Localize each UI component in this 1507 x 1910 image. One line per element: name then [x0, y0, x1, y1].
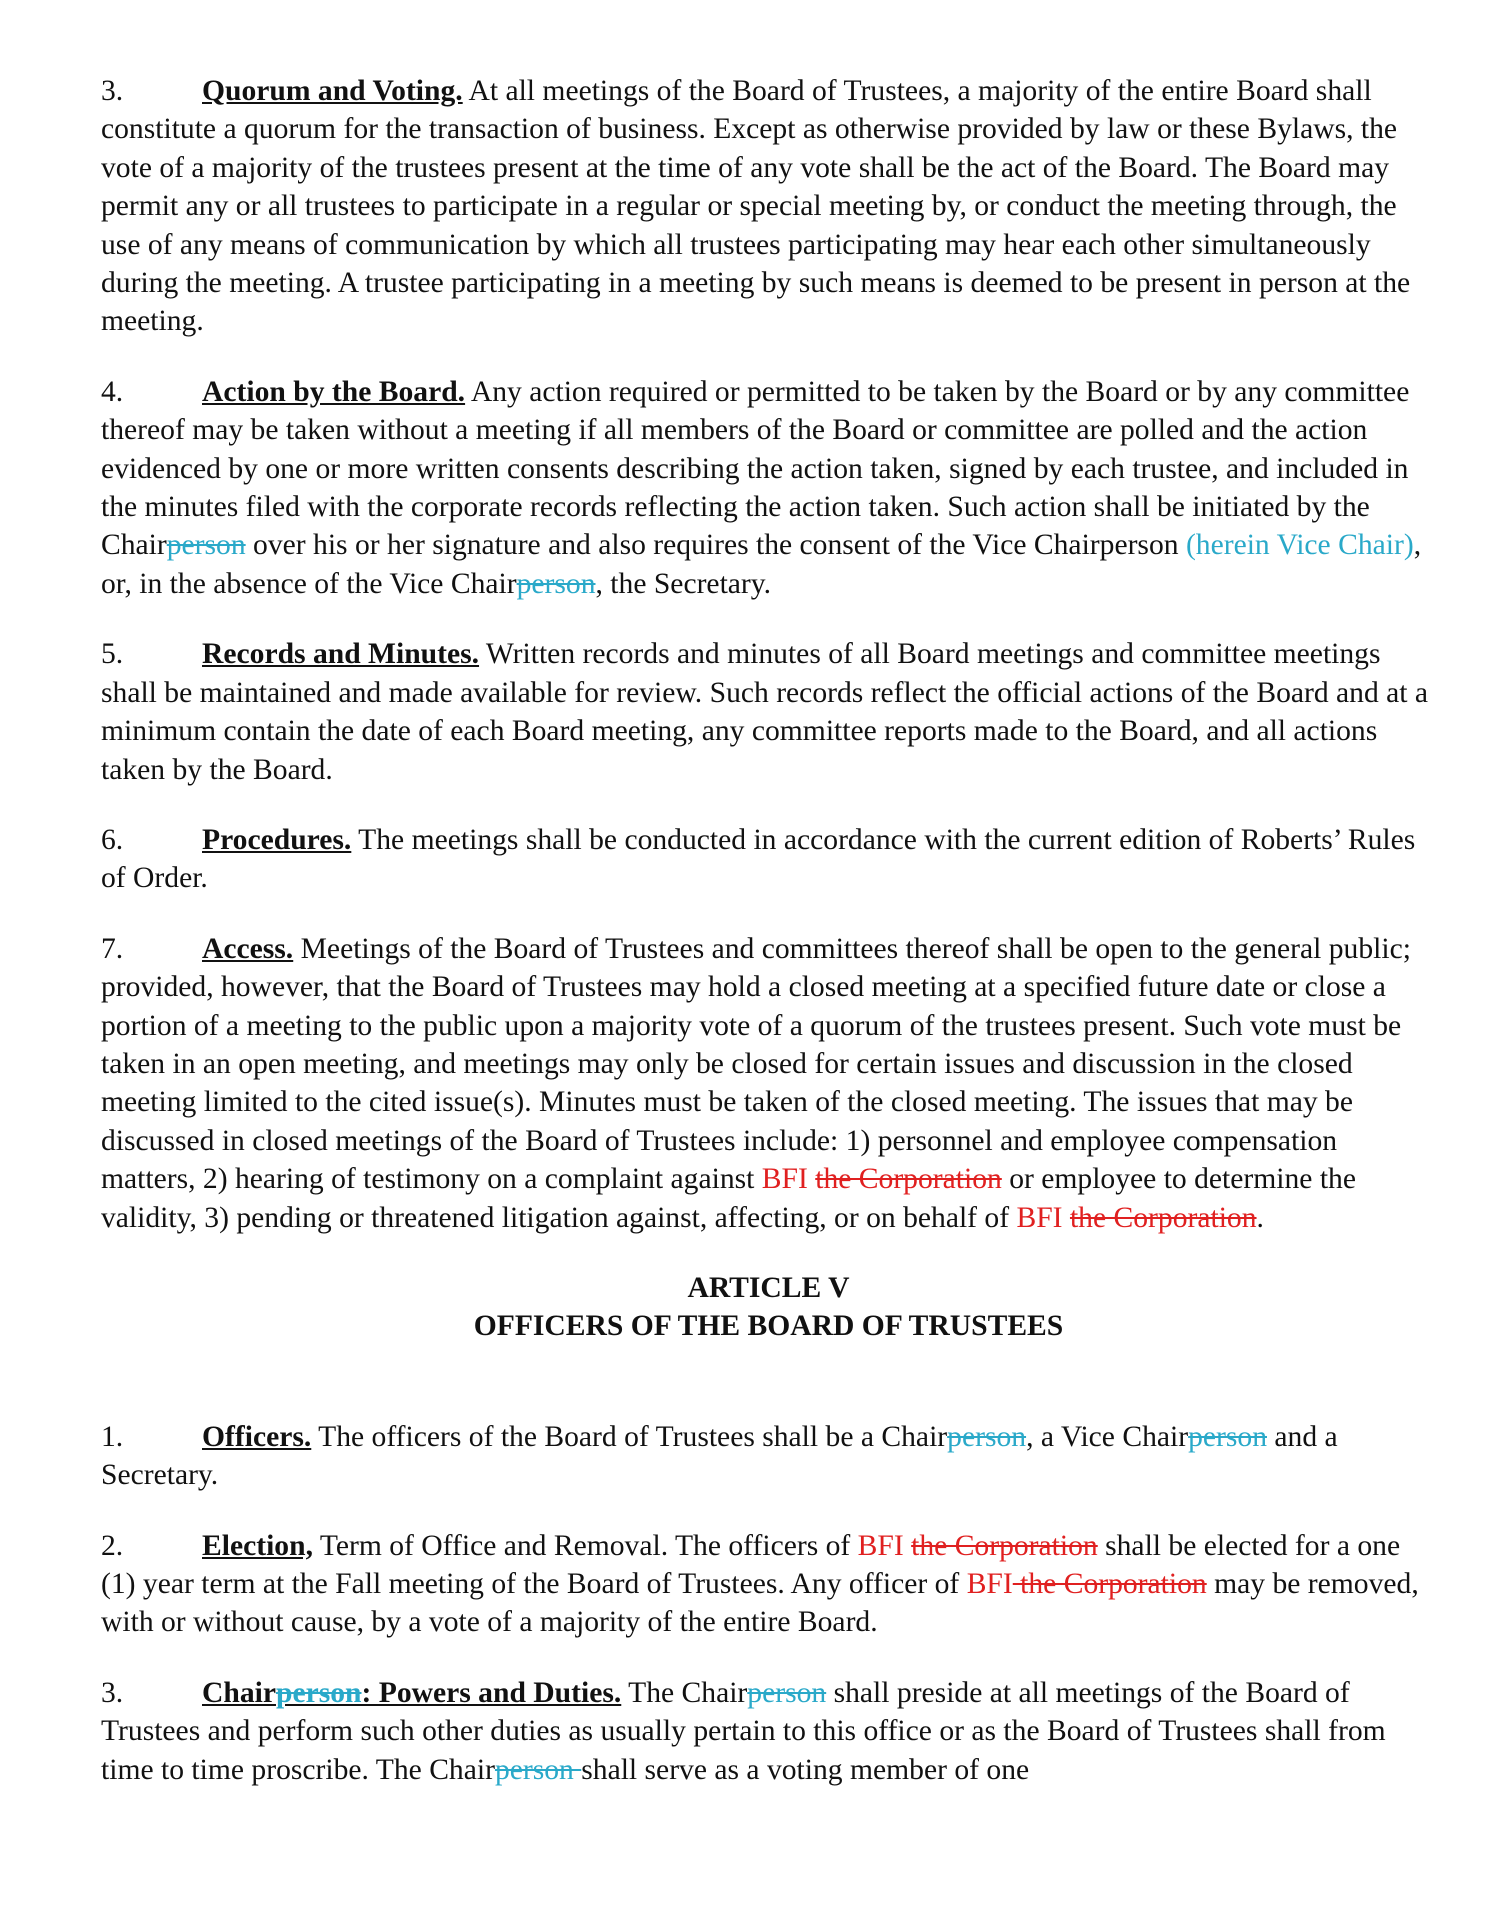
inserted-text: BFI	[857, 1529, 904, 1562]
section-chair-powers-and-duties	[101, 1674, 1436, 1789]
heading-part: : Powers and Duties.	[361, 1676, 622, 1709]
deleted-text: person	[516, 567, 596, 600]
section-number: 3.	[101, 75, 124, 107]
deleted-text: person	[947, 1420, 1027, 1453]
section-number: 2.	[101, 1529, 124, 1562]
deleted-text: person	[494, 1753, 582, 1786]
section-heading: Records and Minutes.	[202, 638, 480, 671]
section-text: , a Vice Chair	[1026, 1420, 1189, 1453]
section-access	[101, 930, 1436, 1237]
section-number: 4.	[101, 375, 124, 408]
inserted-text: (herein Vice Chair)	[1185, 529, 1414, 562]
section-text: The meetings shall be conducted in accordance with the current edition of Roberts’ Rules of Order.	[101, 823, 1416, 895]
section-number: 5.	[101, 638, 124, 671]
inserted-text: BFI	[966, 1568, 1013, 1600]
section-number: 7.	[101, 932, 124, 965]
heading-part: Chair	[202, 1676, 276, 1709]
section-text: Term of Office and Removal. The officers of	[312, 1529, 858, 1562]
deleted-text: the Corporation	[815, 1163, 1002, 1196]
article-number: ARTICLE V	[687, 1271, 850, 1304]
section-heading: Procedures.	[202, 823, 352, 856]
section-heading: Officers.	[202, 1420, 312, 1453]
section-number: 6.	[101, 823, 124, 856]
section-heading: Access.	[202, 932, 294, 965]
deleted-text: the Corporation	[1069, 1201, 1257, 1234]
section-records-and-minutes	[101, 635, 1436, 789]
section-text: may be removed, with or without cause, by a vote of a majority of the entire Board.	[101, 1568, 1419, 1639]
section-text: or employee to determine the validity, 3) pending or threatened litigation against, affecting, or on behalf of	[101, 1163, 1356, 1234]
deleted-text: person	[747, 1676, 827, 1709]
deleted-text: person	[275, 1676, 362, 1709]
section-text: At all meetings of the Board of Trustees, a majority of the entire Board shall constitute a quorum for the transaction of business. Except as otherwise provided by law or these Bylaws, the vote of a majority of the trustees present at the time of any vote shall be the act of the Board. The Board may permit any or all trustees to participate in a regular or special meeting by, or conduct the meeting through, the use of any means of communication by which all trustees participating may hear each other simultaneously during the meeting. A trustee participating in a meeting by such means is deemed to be present in person at the meeting.	[101, 75, 1411, 338]
section-text: .	[1256, 1201, 1264, 1234]
deleted-text: person	[1188, 1420, 1267, 1453]
section-heading: Quorum and Voting.	[202, 75, 463, 107]
inserted-text: BFI	[761, 1163, 808, 1196]
section-quorum-and-voting	[101, 72, 1436, 341]
space	[1063, 1202, 1070, 1234]
section-text: The Chair	[621, 1676, 748, 1709]
deleted-text: the Corporation	[911, 1529, 1098, 1562]
section-text: Written records and minutes of all Board meetings and committee meetings shall be maintained and made available for review. Such records reflect the official actions of the Board and at a minimum contain the date of each Board meeting, any committee reports made to the Board, and all actions taken by the Board.	[101, 638, 1429, 786]
section-heading	[202, 1677, 621, 1709]
section-action-by-the-board	[101, 373, 1436, 603]
section-text: and a Secretary.	[101, 1420, 1338, 1492]
section-text: shall preside at all meetings of the Board of Trustees and perform such other duties as usually pertain to this office or as the Board of Trustees shall from time to time proscribe. The Chair	[101, 1676, 1386, 1786]
section-text: , the Secretary.	[595, 567, 772, 600]
section-number: 3.	[101, 1676, 124, 1709]
article-heading	[101, 1269, 1436, 1346]
section-election	[101, 1527, 1436, 1642]
article-title: OFFICERS OF THE BOARD OF TRUSTEES	[473, 1310, 1064, 1343]
inserted-text: BFI	[1016, 1201, 1063, 1234]
section-text: shall serve as a voting member of one	[581, 1753, 1030, 1786]
section-text: , or, in the absence of the Vice Chair	[101, 529, 1422, 600]
section-number: 1.	[101, 1420, 124, 1453]
section-officers	[101, 1418, 1436, 1495]
section-heading: Election,	[202, 1529, 313, 1562]
document-body	[101, 72, 1436, 1821]
section-procedures	[101, 821, 1436, 898]
section-text: The officers of the Board of Trustees shall be a Chair	[311, 1420, 948, 1453]
section-text: Any action required or permitted to be taken by the Board or by any committee thereof may be taken without a meeting if all members of the Board or committee are polled and the action evidenced by one or more written consents describing the action taken, signed by each trustee, and included in the minutes filed with the corporate records reflecting the action taken. Such action shall be initiated by the Chair	[101, 375, 1410, 562]
section-heading: Action by the Board.	[202, 375, 466, 408]
section-text: shall be elected for a one (1) year term at the Fall meeting of the Board of Trustees. Any officer of	[101, 1529, 1401, 1600]
section-text: Meetings of the Board of Trustees and committees thereof shall be open to the general public; provided, however, that the Board of Trustees may hold a closed meeting at a specified future date or close a portion of a meeting to the public upon a majority vote of a quorum of the trustees present. Such vote must be taken in an open meeting, and meetings may only be closed for certain issues and discussion in the closed meeting limited to the cited issue(s). Minutes must be taken of the closed meeting. The issues that may be discussed in closed meetings of the Board of Trustees include: 1) personnel and employee compensation matters, 2) hearing of testimony on a complaint against	[101, 932, 1411, 1196]
section-text: over his or her signature and also requires the consent of the Vice Chairperson	[245, 529, 1186, 562]
deleted-text: the Corporation	[1012, 1568, 1207, 1600]
deleted-text: person	[166, 529, 246, 562]
